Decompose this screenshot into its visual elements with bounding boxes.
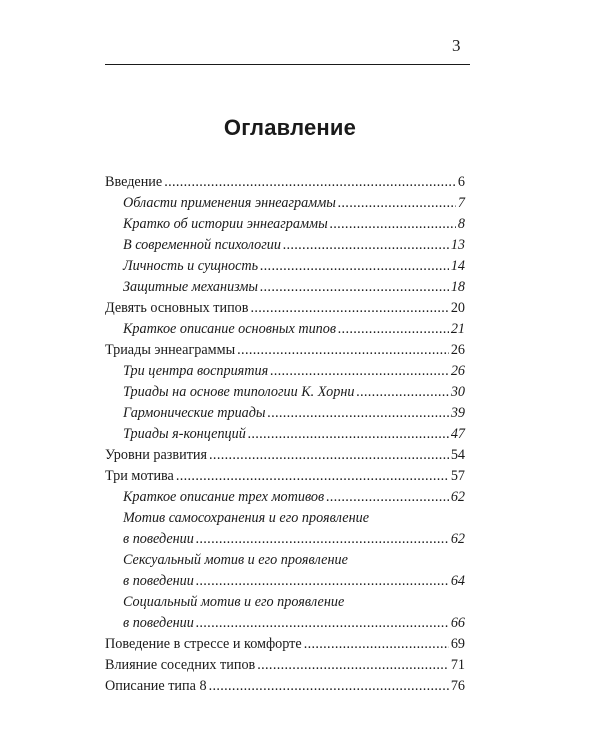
dot-leader	[237, 340, 449, 361]
toc-entry-label: в поведении	[123, 615, 194, 631]
dot-leader	[196, 571, 449, 592]
toc-entry-label: Кратко об истории эннеаграммы	[123, 216, 328, 232]
toc-entry-page: 30	[450, 384, 465, 400]
toc-entry-label: Влияние соседних типов	[105, 657, 256, 673]
toc-entry-page: 26	[450, 363, 465, 379]
dot-leader	[196, 529, 449, 550]
toc-entry-label-first-line: Мотив самосохранения и его проявление	[123, 510, 370, 526]
toc-entry-page: 69	[450, 636, 465, 652]
page-number: 3	[452, 36, 461, 55]
toc-entry-page: 54	[450, 447, 465, 463]
toc-entry-page: 47	[450, 426, 465, 442]
toc-entry-page: 21	[450, 321, 465, 337]
toc-entry-page: 64	[450, 573, 465, 589]
toc-entry-label: Личность и сущность	[123, 258, 259, 274]
dot-leader	[260, 277, 449, 298]
toc-entry-label: В современной психологии	[123, 237, 281, 253]
toc-entry-label: Защитные механизмы	[123, 279, 259, 295]
toc-entry-page: 14	[450, 258, 465, 274]
toc-entry-page: 76	[450, 678, 465, 694]
dot-leader	[209, 676, 449, 697]
toc-entry-page: 62	[450, 489, 465, 505]
toc-entry-label: Краткое описание трех мотивов	[123, 489, 325, 505]
toc-entry-label: Три мотива	[105, 468, 174, 484]
dot-leader	[250, 298, 448, 319]
dot-leader	[164, 172, 456, 193]
dot-leader	[176, 466, 449, 487]
toc-entry-label: Уровни развития	[105, 447, 208, 463]
dot-leader	[268, 403, 449, 424]
dot-leader	[283, 235, 449, 256]
toc-entry-label: Области применения эннеаграммы	[123, 195, 336, 211]
dot-leader	[209, 445, 449, 466]
toc-entry-page: 66	[450, 615, 465, 631]
toc-entry-label-first-line: Сексуальный мотив и его проявление	[123, 552, 348, 568]
toc-entry-page: 8	[457, 216, 465, 232]
toc-entry-page: 20	[450, 300, 465, 316]
dot-leader	[356, 382, 448, 403]
toc-entry-label: Триады эннеаграммы	[105, 342, 236, 358]
dot-leader	[330, 214, 456, 235]
toc-entry-label: Девять основных типов	[105, 300, 249, 316]
toc-entry-page: 57	[450, 468, 465, 484]
toc-entry-page: 71	[450, 657, 465, 673]
toc-entry-label: Введение	[105, 174, 163, 190]
toc-entry-label: в поведении	[123, 531, 194, 547]
toc-entry-label: в поведении	[123, 573, 194, 589]
toc-entry-label: Поведение в стрессе и комфорте	[105, 636, 302, 652]
toc-entry-page: 18	[450, 279, 465, 295]
toc-entry-label: Триады на основе типологии К. Хорни	[123, 384, 355, 400]
dot-leader	[326, 487, 449, 508]
dot-leader	[304, 634, 449, 655]
toc-entry-label: Три центра восприятия	[123, 363, 269, 379]
toc-entry-page: 62	[450, 531, 465, 547]
toc-entry-label: Триады я-концепций	[123, 426, 246, 442]
toc-entry-page: 6	[457, 174, 465, 190]
toc-entry-page: 39	[450, 405, 465, 421]
dot-leader	[196, 613, 449, 634]
dot-leader	[270, 361, 449, 382]
toc-entry-page: 7	[457, 195, 465, 211]
dot-leader	[338, 193, 456, 214]
toc-entry-label: Описание типа 8	[105, 678, 207, 694]
dot-leader	[260, 256, 449, 277]
dot-leader	[257, 655, 449, 676]
toc-entry-label-first-line: Социальный мотив и его проявление	[123, 594, 345, 610]
dot-leader	[248, 424, 449, 445]
toc-entry-page: 26	[450, 342, 465, 358]
dot-leader	[338, 319, 449, 340]
page-title: Оглавление	[223, 115, 357, 140]
toc-entry-page: 13	[450, 237, 465, 253]
toc-entry-label: Гармонические триады	[123, 405, 266, 421]
toc-entry-label: Краткое описание основных типов	[123, 321, 337, 337]
